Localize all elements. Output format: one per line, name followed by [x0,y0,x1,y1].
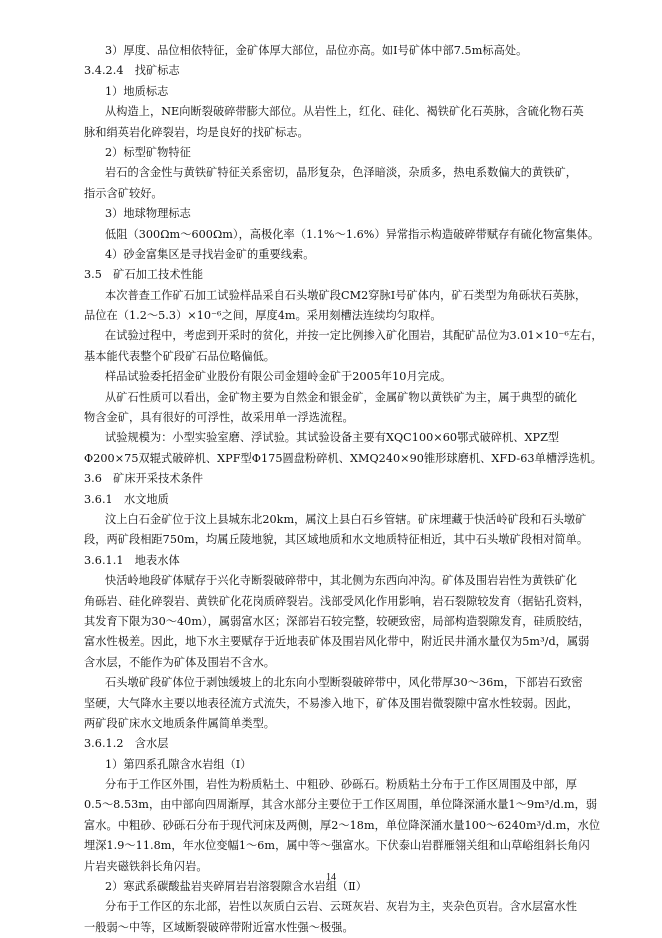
text-line: 1）地质标志 [105,84,169,98]
text-line: 角砾岩、硅化碎裂岩、黄铁矿化花岗质碎裂岩。浅部受风化作用影响，岩石裂隙较发育（据钻孔资料， [84,594,590,608]
text-line: 分布于工作区的东北部，岩性以灰质白云岩、云斑灰岩、灰岩为主，夹杂色页岩。含水层富水性 [105,900,577,914]
text-line: 0.5～8.53m，由中部向四周渐厚，其含水部分主要位于工作区周围，单位降深涌水量1～9m³/d.m，弱 [84,798,598,812]
text-line: 基本能代表整个矿段矿石品位略偏低。 [84,349,276,363]
document-body [84,41,603,938]
text-line: 岩石的含金性与黄铁矿特征关系密切，晶形复杂，色泽暗淡，杂质多，热电系数偏大的黄铁矿， [105,166,577,180]
text-line: 物含金矿，具有很好的可浮性，故采用单一浮选流程。 [84,411,354,425]
text-line: 汶上白石金矿位于汶上县城东北20km，属汶上县白石乡管辖。矿床埋藏于快活岭矿段和石头墩矿 [105,512,587,526]
text-line: 低阻（300Ωm～600Ωm），高极化率（1.1%～1.6%）异常指示构造破碎带赋存有硫化物富集体。 [105,227,600,241]
text-line: 富水性极差。因此，地下水主要赋存于近地表矿体及围岩风化带中，附近民井涌水量仅为5m³/d，属弱 [84,635,590,649]
text-line: 指示含矿较好。 [84,186,163,200]
text-line: 含水层，不能作为矿体及围岩不含水。 [84,655,276,669]
text-line: 试验规模为：小型实验室磨、浮试验。其试验设备主要有XQC100×60鄂式破碎机、XPZ型 [105,431,560,445]
text-line: 从构造上，NE向断裂破碎带膨大部位。从岩性上，红化、硅化、褐铁矿化石英脉，含硫化物石英 [105,105,584,119]
text-line: 分布于工作区外围，岩性为粉质粘土、中粗砂、砂砾石。粉质粘土分布于工作区周围及中部，厚 [105,778,577,792]
text-line: 富水。中粗砂、砂砾石分布于现代河床及两侧，厚2～18m，单位降深涌水量100～6240m³/d.m，水位 [84,818,601,832]
text-line: 本次普查工作矿石加工试验样品采自石头墩矿段CM2穿脉Ⅰ号矿体内，矿石类型为角砾状石英脉， [105,288,587,302]
text-line: 快活岭地段矿体赋存于兴化寺断裂破碎带中，其北侧为东西向冲沟。矿体及围岩岩性为黄铁矿化 [105,574,577,588]
text-line: 2）标型矿物特征 [105,145,191,159]
text-line: 两矿段矿床水文地质条件属简单类型。 [84,716,276,730]
section-heading: 3.6 矿床开采技术条件 [84,472,204,486]
text-line: 一般弱～中等，区域断裂破碎带附近富水性强～极强。 [84,920,354,934]
text-line: 石头墩矿段矿体位于剥蚀缓坡上的北东向小型断裂破碎带中，风化带厚30～36m，下部岩石致密 [105,676,583,690]
section-heading: 3.6.1 水文地质 [84,492,169,506]
text-line: 1）第四系孔隙含水岩组（Ⅰ） [105,757,252,771]
text-line: 脉和绢英岩化碎裂岩，均是良好的找矿标志。 [84,125,309,139]
text-line: 样品试验委托招金矿业股份有限公司金翅岭金矿于2005年10月完成。 [105,370,452,384]
text-line: 品位在（1.2～5.3）×10⁻⁶之间，厚度4m。采用刻槽法连续均匀取样。 [84,309,442,323]
text-line: 埋深1.9～11.8m，年水位变幅1～6m，属中等～强富水。下伏泰山岩群雁翎关组和山草峪组斜长角闪 [84,839,590,853]
section-heading: 3.5 矿石加工技术性能 [84,268,204,282]
text-line: 坚硬，大气降水主要以地表径流方式流失，不易渗入地下，矿体及围岩微裂隙中富水性较弱。因此， [84,696,579,710]
section-heading: 3.4.2.4 找矿标志 [84,64,180,78]
text-line: 在试验过程中，考虑到开采时的贫化，并按一定比例掺入矿化围岩，其配矿品位为3.01×10⁻⁶左右， [105,329,603,343]
text-line: 2）寒武系碳酸盐岩夹碎屑岩岩溶裂隙含水岩组（Ⅱ） [105,880,368,894]
text-line: 段，两矿段相距750m，均属丘陵地貌，其区域地质和水文地质特征相近，其中石头墩矿段相对简单。 [84,533,589,547]
section-heading: 3.6.1.2 含水层 [84,737,169,751]
page-number: 14 [326,872,336,883]
text-line: 3）地球物理标志 [105,207,191,221]
section-heading: 3.6.1.1 地表水体 [84,553,180,567]
text-line: 4）砂金富集区是寻找岩金矿的重要线索。 [105,247,315,261]
text-line: 片岩夹磁铁斜长角闪岩。 [84,859,208,873]
text-line: 其发育下限为30～40m），属弱富水区；深部岩石较完整，较硬致密，局部构造裂隙发育，硅质胶结， [84,614,590,628]
text-line: 从矿石性质可以看出，金矿物主要为自然金和银金矿，金属矿物以黄铁矿为主，属于典型的硫化 [105,390,577,404]
text-line: Φ200×75双辊式破碎机、XPF型Φ175圆盘粉碎机、XMQ240×90锥形球磨机、XFD-63单槽浮选机。 [84,451,603,465]
text-line: 3）厚度、品位相依特征，金矿体厚大部位，品位亦高。如Ⅰ号矿体中部7.5m标高处。 [105,44,528,57]
